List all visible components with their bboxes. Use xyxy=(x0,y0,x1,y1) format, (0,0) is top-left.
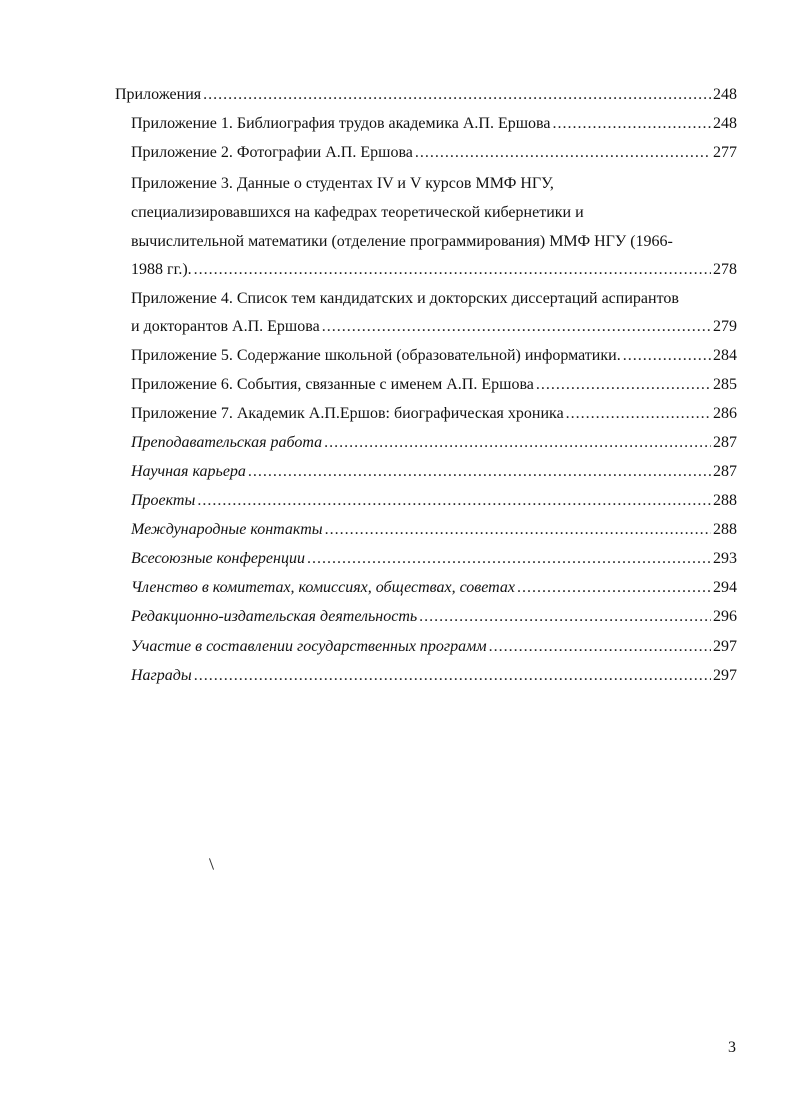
toc-entry-page: 294 xyxy=(713,579,737,596)
toc-entry-appendix-3-line-1[interactable]: Приложение 3. Данные о студентах IV и V курсов ММФ НГУ, xyxy=(131,175,554,192)
toc-entry-page: 278 xyxy=(713,261,737,278)
toc-entry-appendix-4-line-1[interactable]: Приложение 4. Список тем кандидатских и докторских диссертаций аспирантов xyxy=(131,290,679,307)
toc-entry-appendix-3-line-3[interactable]: вычислительной математики (отделение программирования) ММФ НГУ (1966- xyxy=(131,233,673,250)
dot-leader xyxy=(489,633,711,661)
dot-leader xyxy=(419,603,711,631)
toc-entry-appendices[interactable] xyxy=(115,81,737,109)
toc-entry-title: Международные контакты xyxy=(131,521,323,538)
dot-leader xyxy=(194,662,711,690)
toc-entry-page: 248 xyxy=(713,86,737,103)
toc-entry-page: 297 xyxy=(713,638,737,655)
toc-entry-title: Приложения xyxy=(115,86,202,103)
toc-entry-page: 285 xyxy=(713,376,737,393)
toc-entry-page: 293 xyxy=(713,550,737,567)
dot-leader xyxy=(307,545,711,573)
toc-entry-title: Редакционно-издательская деятельность xyxy=(131,608,418,625)
dot-leader xyxy=(248,458,711,486)
toc-entry-page: 279 xyxy=(713,318,737,335)
toc-entry-appendix-1[interactable] xyxy=(131,110,737,138)
dot-leader xyxy=(552,110,711,138)
toc-entry-page: 286 xyxy=(713,405,737,422)
toc-subentry-memberships[interactable] xyxy=(131,574,737,602)
toc-subentry-career[interactable] xyxy=(131,458,737,486)
dot-leader xyxy=(415,139,711,167)
toc-entry-title: 1988 гг.). xyxy=(131,261,192,278)
toc-subentry-teaching[interactable] xyxy=(131,429,737,457)
toc-entry-title: Всесоюзные конференции xyxy=(131,550,305,567)
dot-leader xyxy=(517,574,711,602)
toc-entry-appendix-4[interactable] xyxy=(131,313,737,341)
toc-entry-appendix-2[interactable] xyxy=(131,139,737,167)
toc-entry-page: 287 xyxy=(713,463,737,480)
dot-leader xyxy=(325,516,711,544)
toc-entry-appendix-7[interactable] xyxy=(131,400,737,428)
dot-leader xyxy=(536,371,711,399)
toc-subentry-state-programs[interactable] xyxy=(131,633,737,661)
dot-leader xyxy=(322,313,711,341)
toc-subentry-editorial[interactable] xyxy=(131,603,737,631)
toc-entry-page: 297 xyxy=(713,667,737,684)
toc-entry-title: Приложение 2. Фотографии А.П. Ершова xyxy=(131,144,413,161)
dot-leader xyxy=(197,487,711,515)
toc-entry-title: Участие в составлении государственных программ xyxy=(131,638,487,655)
toc-entry-title: Приложение 5. Содержание школьной (образовательной) информатики. xyxy=(131,347,621,364)
toc-entry-page: 284 xyxy=(713,347,737,364)
toc-entry-page: 288 xyxy=(713,492,737,509)
toc-entry-title: Награды xyxy=(131,667,192,684)
toc-subentry-awards[interactable] xyxy=(131,662,737,690)
toc-entry-page: 296 xyxy=(713,608,737,625)
toc-entry-title: и докторантов А.П. Ершова xyxy=(131,318,320,335)
dot-leader xyxy=(324,429,711,457)
toc-entry-title: Преподавательская работа xyxy=(131,434,323,451)
dot-leader xyxy=(566,400,711,428)
toc-entry-title: Приложение 7. Академик А.П.Ершов: биографическая хроника xyxy=(131,405,564,422)
toc-entry-page: 288 xyxy=(713,521,737,538)
toc-entry-appendix-3[interactable] xyxy=(131,256,737,284)
toc-entry-appendix-6[interactable] xyxy=(131,371,737,399)
toc-entry-page: 248 xyxy=(713,115,737,132)
dot-leader xyxy=(194,256,711,284)
page-number: 3 xyxy=(728,1039,736,1056)
toc-subentry-projects[interactable] xyxy=(131,487,737,515)
toc-entry-page: 287 xyxy=(713,434,737,451)
toc-entry-title: Проекты xyxy=(131,492,196,509)
toc-subentry-conferences[interactable] xyxy=(131,545,737,573)
toc-entry-appendix-3-line-2[interactable]: специализировавшихся на кафедрах теоретической кибернетики и xyxy=(131,204,584,221)
toc-entry-title: Приложение 6. События, связанные с именем А.П. Ершова xyxy=(131,376,534,393)
toc-entry-title: Приложение 1. Библиография трудов академика А.П. Ершова xyxy=(131,115,551,132)
toc-entry-title: Научная карьера xyxy=(131,463,246,480)
toc-entry-title: Членство в комитетах, комиссиях, обществах, советах xyxy=(131,579,515,596)
toc-subentry-international[interactable] xyxy=(131,516,737,544)
toc-entry-appendix-5[interactable] xyxy=(131,342,737,370)
dot-leader xyxy=(203,81,711,109)
dot-leader xyxy=(623,342,711,370)
toc-entry-page: 277 xyxy=(713,144,737,161)
